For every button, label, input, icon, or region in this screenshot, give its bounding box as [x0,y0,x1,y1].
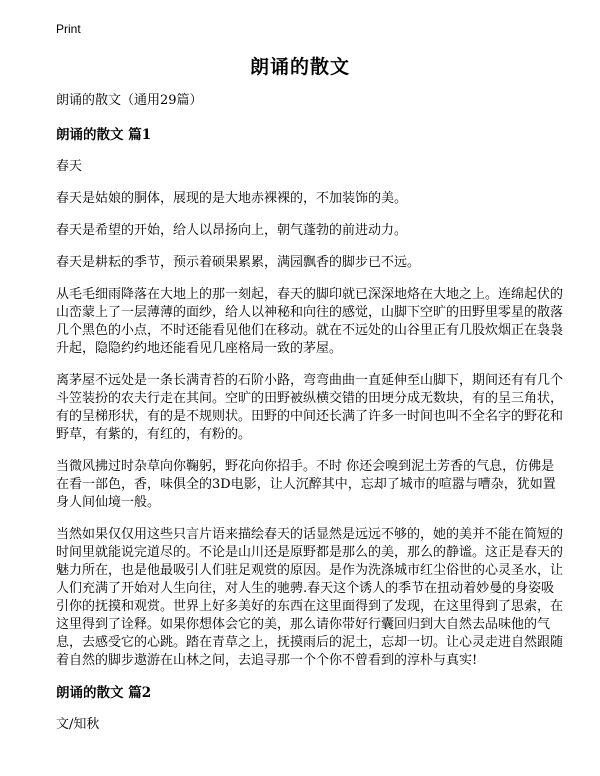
document-subtitle: 朗诵的散文（通用29篇） [56,93,203,108]
paragraph: 春天是姑娘的胴体，展现的是大地赤裸裸的，不加装饰的美。 [56,191,408,206]
print-link[interactable]: Print [56,22,81,36]
paragraph: 当然如果仅仅用这些只言片语来描绘春天的话显然是远远不够的，她的美并不能在简短的时间里就能说完道尽的。不论是山川还是原野都是那么的美，那么的静谧。这正是春天的魅力所在，也是他最吸引人们驻足观赏的原因。是作为洗涤城市红尘俗世的心灵圣水，让人们充满了开始对人生向往，对人生的驰骋.春天这个诱人的季节在扭动着妙曼的身姿吸引你的抚摸和观赏。世界上好多美好的东西在这里面得到了发现，在这里得到了思索，在这里得到了诠释。如果你想体会它的美，那么请你带好行囊回归到大自然去品味他的气息，去感受它的心跳。踏在青草之上，抚摸雨后的泥土，忘却一切。让心灵走进自然跟随着自然的脚步遨游在山林之间，去追寻那一个个你不曾看到的淳朴与真实! [56,527,564,668]
document-body [56,92,566,748]
section-1 [56,126,566,670]
author-line: 文/知秋 [56,717,100,732]
paragraph: 春天是耕耘的季节，预示着硕果累累，满园飘香的脚步已不远。 [56,255,421,270]
paragraph: 离茅屋不远处是一条长满青苔的石阶小路，弯弯曲曲一直延伸至山脚下，期间还有有几个斗笠装扮的农夫行走在其间。空旷的田野被纵横交错的田埂分成无数块，有的呈三角状，有的呈梯形状，有的是不规则状。田野的中间还长满了许多一时间也叫不全名字的野花和野草，有紫的，有红的，有粉的。 [56,373,564,442]
section-heading: 朗诵的散文 篇2 [56,685,152,701]
page-title: 朗诵的散文 [249,56,350,78]
paragraph: 春天 [56,159,83,174]
paragraph: 从毛毛细雨降落在大地上的那一刻起，春天的脚印就已深深地烙在大地之上。连绵起伏的山峦蒙上了一层薄薄的面纱，给人以神秘和向往的感觉，山脚下空旷的田野里零星的散落几个黑色的小点，不时还能看见他们在移动。就在不远处的山谷里正有几股炊烟正在袅袅升起，隐隐约约地还能看见几座格局一致的茅屋。 [56,287,564,356]
section-2 [56,684,566,734]
paragraph: 当微风拂过时杂草向你鞠躬，野花向你招手。不时 你还会嗅到泥土芳香的气息，仿佛是在看一部色，香，味俱全的3D电影，让人沉醉其中，忘却了城市的喧嚣与嘈杂，犹如置身人间仙境一般。 [56,459,556,510]
section-heading: 朗诵的散文 篇1 [56,127,152,143]
paragraph: 春天是希望的开始，给人以昂扬向上，朝气蓬勃的前进动力。 [56,223,408,238]
